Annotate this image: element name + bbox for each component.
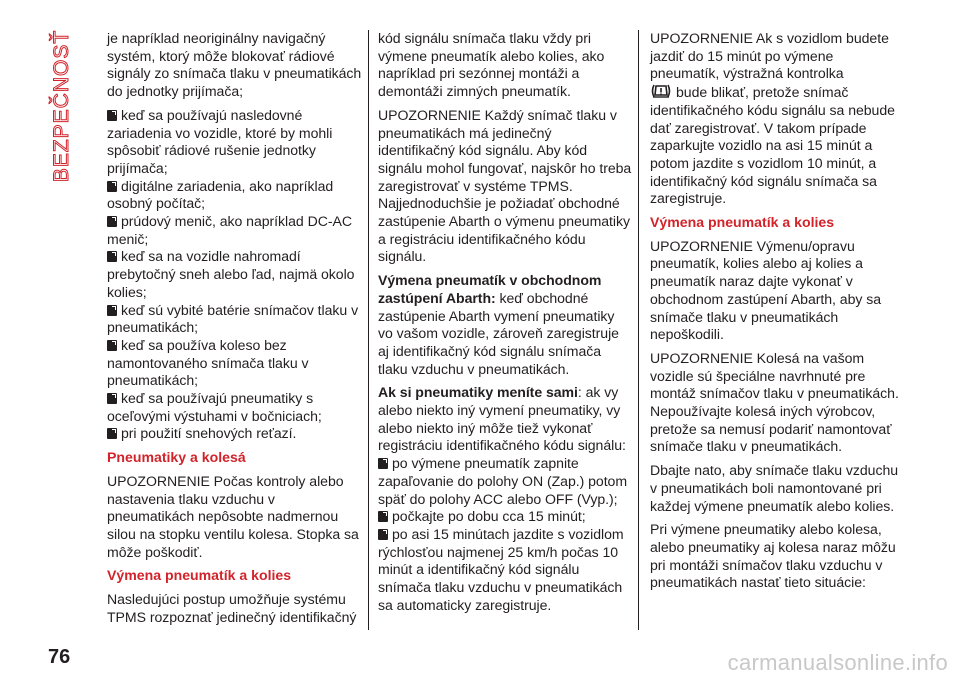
column-divider bbox=[368, 30, 369, 630]
caution-paragraph: UPOZORNENIE Počas kontroly alebo nastavenia tlaku vzduchu v pneumatikách nepôsobte nadmernou silou na stopku ventilu kolesa. Stopka sa môže poškodiť. bbox=[107, 472, 359, 560]
paragraph: Dbajte nato, aby snímače tlaku vzduchu v pneumatikách boli namontované pri každej výmene pneumatík alebo kolies. bbox=[650, 462, 899, 514]
paragraph-text: bude blikať, pretože snímač identifikačného kódu signálu sa nebude dať zaregistrovať. V takom prípade zaparkujte vozidlo na asi 15 minút a potom jazdite s vozidlom 10 minút, a identifikačný kód signálu snímača sa zaregistruje. bbox=[650, 84, 895, 207]
section-label-text: BEZPEČNOSŤ bbox=[50, 29, 73, 183]
caution-paragraph: UPOZORNENIE Výmenu/opravu pneumatík, kolies alebo aj kolies a pneumatík naraz dajte vykonať v obchodnom zastúpení Abarth, aby sa snímače tlaku v pneumatikách nepoškodili. bbox=[650, 237, 882, 343]
bullet-item bbox=[107, 178, 362, 213]
paragraph-text: keď obchodné zastúpenie Abarth vymení pneumatiky vo vašom vozidle, zároveň zaregistruje aj identifikačný kód signálu snímača tlaku vzduchu v pneumatikách. bbox=[378, 289, 619, 377]
section-heading: Pneumatiky a kolesá bbox=[107, 449, 246, 466]
arrow-box-bullet-icon bbox=[107, 251, 117, 262]
paragraph: Nasledujúci postup umožňuje systému TPMS rozpoznať jedinečný identifikačný bbox=[107, 591, 357, 625]
paragraph-text: : ak vy alebo niekto iný vymení pneumatiky, vy alebo niekto iný môže tiež vykonať registráciu identifikačného kódu signálu: bbox=[378, 384, 626, 454]
bullet-item bbox=[107, 248, 362, 301]
bullet-item bbox=[107, 425, 362, 443]
inline-heading: Výmena pneumatík v obchodnom zastúpení Abarth: bbox=[378, 272, 602, 306]
bullet-text: počkajte po dobu cca 15 minút; bbox=[392, 508, 586, 525]
paragraph bbox=[378, 272, 632, 378]
bullet-item bbox=[107, 213, 362, 248]
bullet-text: digitálne zariadenia, ako napríklad osobný počítač; bbox=[107, 177, 334, 212]
bullet-text: keď sa používa koleso bez namontovaného snímača tlaku v pneumatikách; bbox=[107, 336, 309, 389]
arrow-box-bullet-icon bbox=[107, 305, 117, 316]
bullet-text: po asi 15 minútach jazdite s vozidlom rýchlosťou najmenej 25 km/h počas 10 minút a identifikačný kód signálu snímača tlaku vzduchu v pneumatikách sa automaticky zaregistruje. bbox=[378, 525, 624, 613]
bullet-text: keď sa používajú pneumatiky s oceľovými výstuhami v bočniciach; bbox=[107, 390, 322, 424]
section-label bbox=[48, 30, 76, 182]
arrow-box-bullet-icon bbox=[107, 393, 117, 404]
column-left bbox=[107, 30, 362, 634]
bullet-item bbox=[378, 455, 632, 508]
paragraph: je napríklad neoriginálny navigačný systém, ktorý môže blokovať rádiové signály zo snímača tlaku v pneumatikách do jednotky prijímača; bbox=[107, 30, 362, 100]
arrow-box-bullet-icon bbox=[378, 511, 388, 522]
arrow-box-bullet-icon bbox=[378, 529, 388, 540]
section-heading: Výmena pneumatík a kolies bbox=[650, 214, 835, 231]
section-heading: Výmena pneumatík a kolies bbox=[107, 567, 292, 584]
bullet-text: keď sú vybité batérie snímačov tlaku v pneumatikách; bbox=[107, 301, 359, 336]
paragraph-text: UPOZORNENIE Ak s vozidlom budete jazdiť do 15 minút po výmene pneumatík, výstražná kontrolka bbox=[650, 30, 889, 82]
arrow-box-bullet-icon bbox=[107, 216, 117, 227]
arrow-box-bullet-icon bbox=[107, 181, 117, 192]
bullet-text: po výmene pneumatík zapnite zapaľovanie do polohy ON (Zap.) potom späť do polohy ACC alebo OFF (Vyp.); bbox=[378, 455, 628, 507]
caution-paragraph: UPOZORNENIE Každý snímač tlaku v pneumatikách má jedinečný identifikačný kód signálu. Aby kód signálu mohol fungovať, najskôr ho treba zaregistrovať v systéme TPMS. Najjednoduchšie je požiadať obchodné zastúpenie Abarth o výmenu pneumatiky a registráciu identifikačného kódu signálu. bbox=[378, 106, 632, 265]
watermark: carmanualsonline.info bbox=[727, 650, 948, 675]
bullet-item bbox=[378, 508, 632, 526]
arrow-box-bullet-icon bbox=[107, 340, 117, 351]
column-right bbox=[650, 30, 900, 634]
bullet-text: keď sa používajú nasledovné zariadenia vo vozidle, ktoré by mohli spôsobiť rádiové rušenie jednotky prijímača; bbox=[107, 106, 333, 176]
caution-paragraph bbox=[650, 30, 900, 208]
bullet-text: keď sa na vozidle nahromadí prebytočný sneh alebo ľad, najmä okolo kolies; bbox=[107, 248, 355, 300]
paragraph: Pri výmene pneumatiky alebo kolesa, alebo pneumatiky aj kolesa naraz môžu pri montáži snímačov tlaku vzduchu v pneumatikách nastať tieto situácie: bbox=[650, 521, 896, 591]
bullet-item bbox=[378, 526, 632, 615]
bullet-text: pri použití snehových reťazí. bbox=[121, 425, 297, 442]
column-middle bbox=[378, 30, 632, 634]
caution-paragraph: UPOZORNENIE Kolesá na vašom vozidle sú špeciálne navrhnuté pre montáž snímačov tlaku v pneumatikách. Nepoužívajte kolesá iných výrobcov, pretože sa nemusí podariť namontovať snímače tlaku v pneumatikách. bbox=[650, 349, 899, 455]
bullet-item bbox=[107, 302, 362, 337]
paragraph: kód signálu snímača tlaku vždy pri výmene pneumatík alebo kolies, ako napríklad pri sezónnej montáži a demontáži zimných pneumatík. bbox=[378, 30, 605, 100]
bullet-item bbox=[107, 337, 362, 390]
tpms-warning-light-icon bbox=[650, 83, 672, 99]
arrow-box-bullet-icon bbox=[107, 110, 117, 121]
column-divider bbox=[638, 30, 639, 630]
bullet-item bbox=[107, 390, 362, 425]
bullet-text: prúdový menič, ako napríklad DC-AC menič; bbox=[107, 213, 352, 247]
page-number: 76 bbox=[48, 646, 71, 668]
inline-heading: Ak si pneumatiky meníte sami bbox=[378, 384, 578, 401]
arrow-box-bullet-icon bbox=[107, 428, 117, 439]
bullet-item bbox=[107, 107, 362, 178]
arrow-box-bullet-icon bbox=[378, 458, 388, 469]
paragraph bbox=[378, 384, 632, 455]
